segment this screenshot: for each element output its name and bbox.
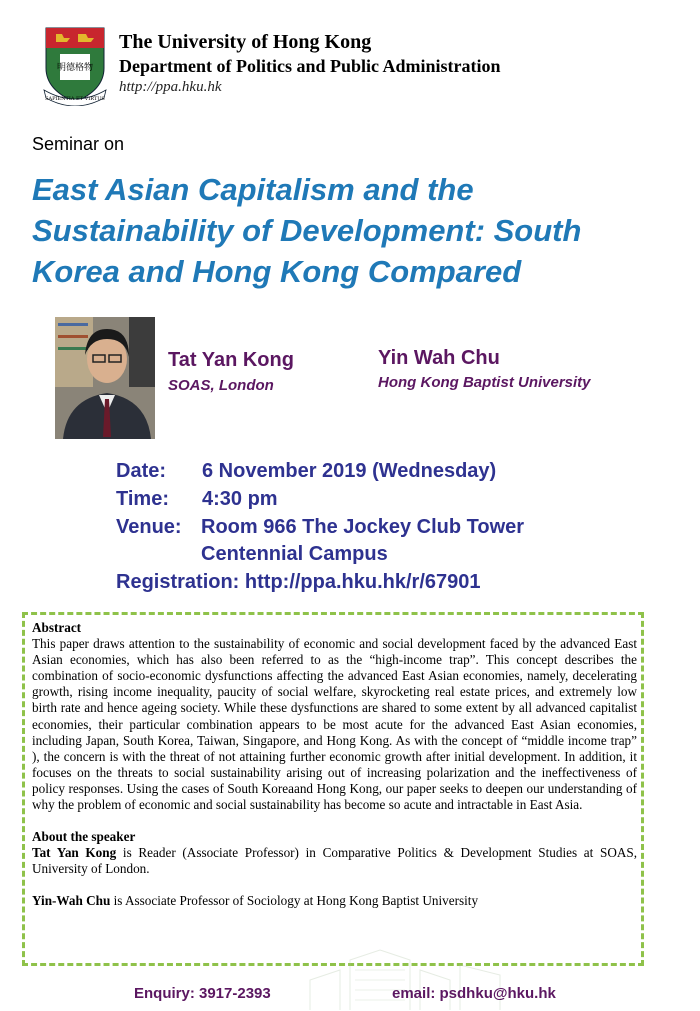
department-url[interactable]: http://ppa.hku.hk xyxy=(119,79,222,95)
university-name: The University of Hong Kong xyxy=(119,31,372,53)
speaker-2-bio-name: Yin-Wah Chu xyxy=(32,893,111,909)
abstract-heading: Abstract xyxy=(32,620,82,635)
venue-line-1: Room 966 The Jockey Club Tower xyxy=(201,516,525,538)
speaker-1-bio-name: Tat Yan Kong xyxy=(32,845,117,861)
time-row xyxy=(116,488,278,511)
venue-line-2: Centennial Campus xyxy=(201,543,388,565)
speaker-2-bio xyxy=(32,893,637,909)
speaker-1-bio-text: is Reader (Associate Professor) in Comparative Politics & Development Studies at SOAS, University of London. xyxy=(32,845,637,877)
enquiry-email[interactable]: email: psdhku@hku.hk xyxy=(392,985,556,1002)
crest-motto: SAPIENTIA ET VIRTUS xyxy=(45,96,105,102)
abstract-box-content xyxy=(32,620,637,910)
speaker-2-name: Yin Wah Chu xyxy=(378,347,500,369)
abstract-body: This paper draws attention to the sustainability of economic and social development faced by the advanced East Asian economies, which has also been referred to as the “high-income trap”. This concept describes the combination of socio-economic dysfunctions affecting the advanced East Asian economies, namely, decelerating growth, rising income inequality, paucity of social welfare, skyrocketing real estate prices, and extremely low birth rate and hence ageing society. While these dysfunctions are shared to some extent by all advanced capitalist economies, their particular combination appears to be most acute for the advanced East Asian economies, including Japan, South Korea, Taiwan, Singapore, and Hong Kong. As with the concept of “middle income trap” ), the concern is with the threat of not attaining further economic growth after initial development. In addition, it focuses on the threats to social sustainability arising out of increasing polarization and the ineffectiveness of policy responses. Using the cases of South Koreaand Hong Kong, our paper seeks to deepen our understanding of why the problem of economic and social sustainability has become so acute and intractable in East Asia. xyxy=(32,636,637,813)
speaker-1-name: Tat Yan Kong xyxy=(168,349,294,371)
seminar-title: East Asian Capitalism and the Sustainability of Development: South Korea and Hong Kong Compared xyxy=(32,172,582,289)
speaker-2-bio-text: is Associate Professor of Sociology at Hong Kong Baptist University xyxy=(110,893,479,909)
venue-label: Venue: xyxy=(116,516,182,538)
registration-label: Registration: xyxy=(116,571,240,593)
speaker-2-affiliation: Hong Kong Baptist University xyxy=(378,374,591,391)
svg-text:明德格物: 明德格物 xyxy=(56,63,94,73)
about-speaker-heading: About the speaker xyxy=(32,829,136,845)
speaker-1-affiliation: SOAS, London xyxy=(168,377,274,394)
date-label: Date: xyxy=(116,460,167,482)
speaker-photo xyxy=(55,317,155,439)
speaker-1-bio xyxy=(32,845,637,877)
hku-crest-logo xyxy=(42,24,108,106)
time-label: Time: xyxy=(116,488,169,510)
seminar-label: Seminar on xyxy=(32,134,125,154)
enquiry-phone: Enquiry: 3917-2393 xyxy=(134,985,271,1002)
department-name: Department of Politics and Public Administration xyxy=(119,56,501,76)
registration-row xyxy=(116,571,481,594)
date-value: 6 November 2019 (Wednesday) xyxy=(202,460,497,482)
date-row xyxy=(116,460,496,483)
registration-link[interactable]: http://ppa.hku.hk/r/67901 xyxy=(244,571,481,593)
venue-row xyxy=(116,516,524,539)
time-value: 4:30 pm xyxy=(202,488,278,510)
